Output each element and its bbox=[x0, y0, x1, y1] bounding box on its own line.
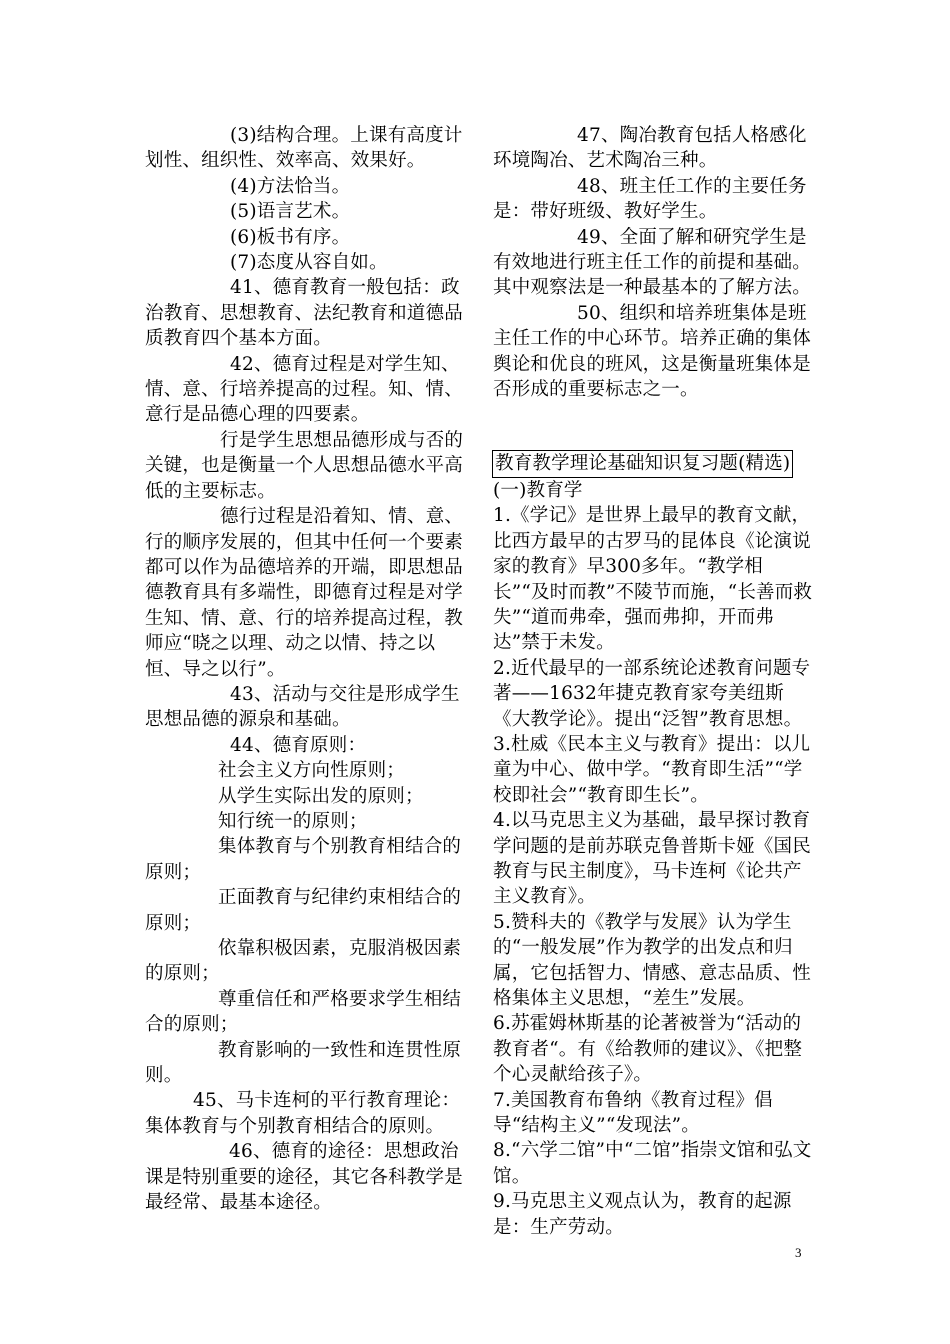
list-item: 3.杜威《民本主义与教育》提出：以儿童为中心、做中学。“教育即生活”“学校即社会”“教育即生长”。 bbox=[493, 733, 811, 806]
right-column bbox=[493, 123, 813, 1240]
paragraph: (3)结构合理。上课有高度计划性、组织性、效率高、效果好。 bbox=[145, 125, 463, 172]
paragraph: 德行过程是沿着知、情、意、行的顺序发展的，但其中任何一个要素都可以作为品德培养的开端，即思想品德教育具有多端性，即德育过程是对学生知、情、意、行的培养提高过程，教师应“晓之以理、动之以情、持之以恒、导之以行”。 bbox=[145, 506, 464, 680]
paragraph: 50、组织和培养班集体是班主任工作的中心环节。培养正确的集体舆论和优良的班风，这是衡量班集体是否形成的重要标志之一。 bbox=[493, 302, 811, 401]
spacer bbox=[493, 402, 813, 450]
left-column bbox=[145, 123, 465, 1215]
paragraph: 46、德育的途径：思想政治课是特别重要的途径，其它各科教学是最经常、最基本途径。 bbox=[145, 1141, 463, 1214]
section-title: 教育教学理论基础知识复习题(精选) bbox=[492, 450, 793, 477]
list-item: 6.苏霍姆林斯基的论著被誉为“活动的教育者“。有《给教师的建议》、《把整个心灵献给孩子》。 bbox=[493, 1013, 803, 1086]
paragraph: 48、班主任工作的主要任务是：带好班级、教好学生。 bbox=[493, 175, 807, 223]
paragraph: 41、德育教育一般包括：政治教育、思想教育、法纪教育和道德品质教育四个基本方面。 bbox=[145, 277, 463, 350]
paragraph: 行是学生思想品德形成与否的关键，也是衡量一个人思想品德水平高低的主要标志。 bbox=[145, 429, 464, 502]
paragraph: 尊重信任和严格要求学生相结合的原则； bbox=[145, 988, 462, 1036]
paragraph: 教育影响的一致性和连贯性原则。 bbox=[145, 1039, 462, 1087]
list-item: 9.马克思主义观点认为，教育的起源是：生产劳动。 bbox=[493, 1191, 792, 1238]
paragraph: (5)语言艺术。 bbox=[230, 201, 351, 223]
page-number: 3 bbox=[795, 1245, 802, 1260]
paragraph: 知行统一的原则； bbox=[218, 810, 368, 832]
paragraph: 依靠积极因素，克服消极因素的原则； bbox=[145, 938, 462, 985]
list-item: 1.《学记》是世界上最早的教育文献，比西方最早的古罗马的昆体良《论演说家的教育》早300多年。“教学相长”“及时而教”不陵节而施，“长善而救失”“道而弗牵，强而弗抑，开而弗达”禁于未发。 bbox=[493, 505, 813, 654]
paragraph: (7)态度从容自如。 bbox=[230, 252, 388, 274]
paragraph: 正面教育与纪律约束相结合的原则； bbox=[145, 887, 462, 934]
paragraph: 44、德育原则： bbox=[230, 734, 367, 756]
subsection-title: (一)教育学 bbox=[493, 479, 583, 501]
list-item: 8.“六学二馆”中“二馆”指崇文馆和弘文馆。 bbox=[493, 1140, 812, 1187]
section-title-line bbox=[493, 450, 813, 477]
paragraph: 43、活动与交往是形成学生思想品德的源泉和基础。 bbox=[145, 683, 460, 731]
paragraph: 社会主义方向性原则； bbox=[218, 760, 406, 782]
paragraph: 45、马卡连柯的平行教育理论：集体教育与个别教育相结合的原则。 bbox=[145, 1090, 461, 1137]
paragraph: (4)方法恰当。 bbox=[230, 175, 351, 197]
paragraph: 从学生实际出发的原则； bbox=[218, 785, 424, 807]
list-item: 2.近代最早的一部系统论述教育问题专著——1632年捷克教育家夸美纽斯《大教学论》。提出“泛智”教育思想。 bbox=[493, 657, 811, 730]
list-item: 4.以马克思主义为基础，最早探讨教育学问题的是前苏联克鲁普斯卡娅《国民教育与民主制度》，马卡连柯《论共产主义教育》。 bbox=[493, 810, 811, 908]
paragraph: 49、全面了解和研究学生是有效地进行班主任工作的前提和基础。其中观察法是一种最基本的了解方法。 bbox=[493, 226, 811, 299]
paragraph: 47、陶冶教育包括人格感化环境陶冶、艺术陶冶三种。 bbox=[493, 125, 807, 172]
list-item: 7.美国教育布鲁纳《教育过程》倡导“结构主义”“发现法”。 bbox=[493, 1089, 773, 1137]
paragraph: 42、德育过程是对学生知、情、意、行培养提高的过程。知、情、意行是品德心理的四要素。 bbox=[145, 353, 463, 426]
list-item: 5.赞科夫的《教学与发展》认为学生的“一般发展”作为教学的出发点和归属，它包括智力、情感、意志品质、性格集体主义思想，“差生”发展。 bbox=[493, 911, 811, 1009]
paragraph: (6)板书有序。 bbox=[230, 226, 351, 248]
paragraph: 集体教育与个别教育相结合的原则； bbox=[145, 836, 462, 883]
